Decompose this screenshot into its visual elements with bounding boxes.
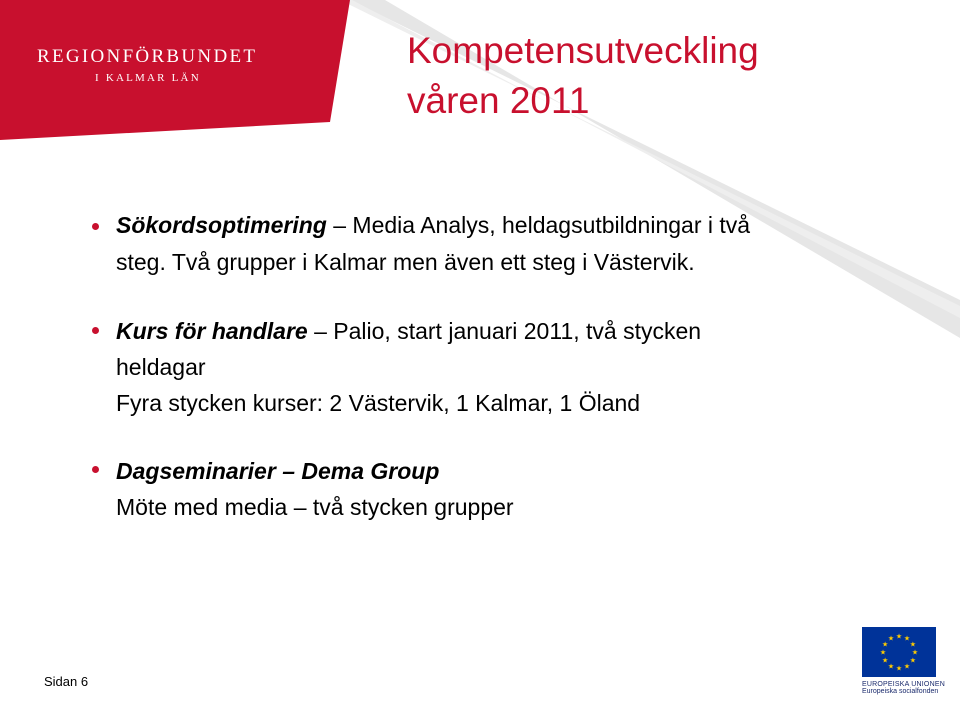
list-item — [116, 457, 439, 485]
eu-logo — [862, 627, 945, 695]
bullet-text: – Media Analys, heldagsutbildningar i två — [326, 212, 751, 238]
eu-star-icon: ★ — [895, 633, 903, 641]
eu-star-icon: ★ — [887, 663, 895, 671]
eu-star-icon: ★ — [909, 657, 916, 665]
eu-star-icon: ★ — [887, 635, 895, 643]
bullet-continuation: heldagar — [116, 354, 206, 380]
bullet-heading: Sökordsoptimering — [116, 212, 327, 238]
bullet-dot — [92, 223, 99, 230]
eu-star-icon: ★ — [882, 641, 889, 649]
bullet-heading: Kurs för handlare — [116, 318, 308, 344]
eu-star-icon: ★ — [895, 665, 903, 673]
title-line1: Kompetensutveckling — [407, 30, 759, 71]
bullet-dot — [92, 466, 99, 473]
title-line2: våren 2011 — [407, 80, 590, 121]
list-item — [116, 317, 701, 345]
eu-star-icon: ★ — [879, 649, 887, 657]
regionforbundet-logo — [37, 46, 257, 84]
logo-line1: REGIONFÖRBUNDET — [37, 46, 258, 67]
eu-logo-line2: Europeiska socialfonden — [862, 688, 939, 695]
slide-title — [407, 26, 759, 126]
bullet-continuation: Fyra stycken kurser: 2 Västervik, 1 Kalmar, 1 Öland — [116, 390, 641, 416]
eu-star-icon: ★ — [903, 635, 911, 643]
bullet-continuation: Möte med media – två stycken grupper — [116, 494, 514, 520]
page-number: Sidan 6 — [44, 674, 89, 689]
logo-line2: I KALMAR LÄN — [95, 72, 201, 84]
eu-star-icon: ★ — [911, 649, 919, 657]
eu-star-icon: ★ — [909, 641, 916, 649]
list-item — [116, 211, 750, 239]
bullet-heading: Dagseminarier – Dema Group — [116, 458, 440, 484]
eu-flag-icon — [862, 627, 936, 677]
bullet-continuation: steg. Två grupper i Kalmar men även ett steg i Västervik. — [116, 249, 695, 275]
bullet-text: – Palio, start januari 2011, två stycken — [307, 318, 702, 344]
eu-star-icon: ★ — [882, 657, 889, 665]
eu-star-icon: ★ — [903, 663, 911, 671]
eu-logo-line1: EUROPEISKA UNIONEN — [862, 681, 945, 688]
bullet-dot — [92, 327, 99, 334]
